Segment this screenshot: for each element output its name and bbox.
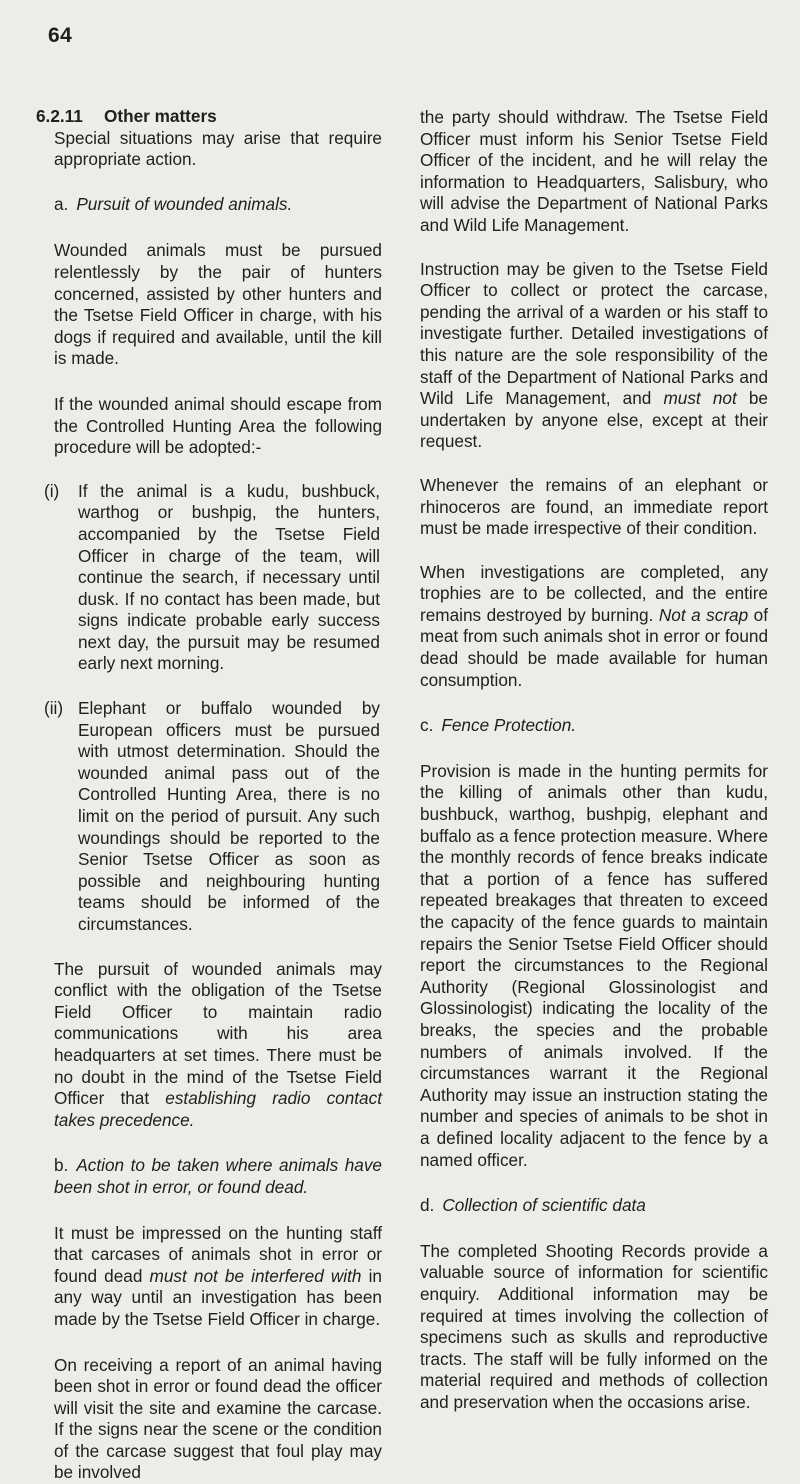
paragraph-instruction	[420, 259, 768, 453]
paragraph-instruction-text-1: Instruction may be given to the Tsetse Field Officer to collect or protect the carcase, pending the arrival of a warden or his staff to investigate further. Detailed investigations of this nature are the sole responsibility of the staff of the Department of National Parks and Wild Life Management, and	[420, 259, 768, 409]
subsection-b-letter: b.	[54, 1155, 68, 1175]
paragraph-continue: the party should withdraw. The Tsetse Field Officer must inform his Senior Tsetse Field Officer of the incident, and he will relay the information to Headquarters, Salisbury, who will advise the Department of National Parks and Wild Life Management.	[420, 107, 768, 237]
paragraph-receiving: On receiving a report of an animal having been shot in error or found dead the officer will visit the site and examine the carcase. If the signs near the scene or the condition of the carcase suggest that foul play may be involved	[36, 1355, 382, 1484]
paragraph-radio	[36, 959, 382, 1132]
list-item-i	[36, 481, 382, 675]
section-title: Other matters	[104, 106, 217, 128]
paragraph-instruction-text-2: be undertaken by anyone else, except at their request.	[420, 388, 768, 451]
subsection-a-title: Pursuit of wounded animals.	[76, 194, 292, 214]
paragraph-records: The completed Shooting Records provide a valuable source of information for scientific enquiry. Additional information may be required at times involving the collection of specimens such as skulls and reproductive tracts. The staff will be fully informed on the material required and methods of collection and preservation when the occasions arise.	[420, 1241, 768, 1414]
subsection-a-letter: a.	[54, 194, 68, 214]
paragraph-trophies-text-1: When investigations are completed, any trophies are to be collected, and the entire remains destroyed by burning.	[420, 562, 768, 625]
subsection-b-title: Action to be taken where animals have been shot in error, or found dead.	[54, 1155, 382, 1197]
subsection-a-heading	[36, 194, 382, 216]
paragraph-trophies-emphasis: Not a scrap	[659, 605, 748, 625]
subsection-d-heading	[420, 1195, 768, 1217]
list-item-i-label: (i)	[36, 481, 78, 675]
paragraph-impressed-emphasis: must not be interfered with	[150, 1266, 362, 1286]
paragraph-wounded: Wounded animals must be pursued relentlessly by the pair of hunters concerned, assisted by other hunters and the Tsetse Field Officer in charge, with his dogs if required and available, until the kill is made.	[36, 240, 382, 370]
paragraph-impressed-text-2: in any way until an investigation has been made by the Tsetse Field Officer in charge.	[54, 1266, 382, 1329]
paragraph-fence: Provision is made in the hunting permits for the killing of animals other than kudu, bushbuck, warthog, bushpig, elephant and buffalo as a fence protection measure. Where the monthly records of fence breaks indicate that a portion of a fence has suffered repeated breakages that threaten to exceed the capacity of the fence guards to maintain repairs the Senior Tsetse Field Officer should report the circumstances to the Regional Authority (Regional Glossinologist and Glossinologist) indicating the locality of the breaks, the species and the probable numbers of animals involved. If the circumstances warrant it the Regional Authority may issue an instruction stating the number and species of animals to be shot in a defined locality adjacent to the fence by a named officer.	[420, 761, 768, 1171]
paragraph-impressed	[36, 1223, 382, 1331]
paragraph-escape: If the wounded animal should escape from the Controlled Hunting Area the following procedure will be adopted:-	[36, 394, 382, 459]
intro-paragraph: Special situations may arise that require appropriate action.	[36, 128, 382, 171]
list-item-ii	[36, 698, 382, 936]
paragraph-radio-text: The pursuit of wounded animals may conflict with the obligation of the Tsetse Field Officer to maintain radio communications with his area headquarters at set times. There must be no doubt in the mind of the Tsetse Field Officer that	[54, 959, 382, 1109]
paragraph-radio-emphasis: establishing radio contact takes precedence.	[54, 1088, 382, 1130]
left-column	[36, 106, 382, 1484]
section-number: 6.2.11	[36, 106, 104, 128]
paragraph-trophies-text-2: of meat from such animals shot in error or found dead should be made available for human consumption.	[420, 605, 768, 690]
subsection-c-title: Fence Protection.	[441, 715, 576, 735]
list-item-ii-label: (ii)	[36, 698, 78, 936]
page-number: 64	[48, 24, 72, 48]
subsection-c-heading	[420, 715, 768, 737]
paragraph-elephant: Whenever the remains of an elephant or rhinoceros are found, an immediate report must be made irrespective of their condition.	[420, 475, 768, 540]
subsection-d-title: Collection of scientific data	[442, 1195, 646, 1215]
paragraph-impressed-text-1: It must be impressed on the hunting staff that carcases of animals shot in error or found dead	[54, 1223, 382, 1286]
paragraph-trophies	[420, 562, 768, 692]
right-column	[420, 107, 768, 1413]
subsection-b-heading	[36, 1155, 382, 1198]
list-item-i-text: If the animal is a kudu, bushbuck, warthog or bushpig, the hunters, accompanied by the Tsetse Field Officer in charge of the team, will continue the search, if necessary until dusk. If no contact has been made, but signs indicate probable early success next day, the pursuit may be resumed early next morning.	[78, 481, 382, 675]
paragraph-instruction-emphasis: must not	[663, 388, 736, 408]
list-item-ii-text: Elephant or buffalo wounded by European officers must be pursued with utmost determination. Should the wounded animal pass out of the Controlled Hunting Area, there is no limit on the period of pursuit. Any such woundings should be reported to the Senior Tsetse Officer as soon as possible and neighbouring hunting teams should be informed of the circumstances.	[78, 698, 382, 936]
subsection-d-letter: d.	[420, 1195, 434, 1215]
subsection-c-letter: c.	[420, 715, 433, 735]
section-heading	[36, 106, 382, 128]
